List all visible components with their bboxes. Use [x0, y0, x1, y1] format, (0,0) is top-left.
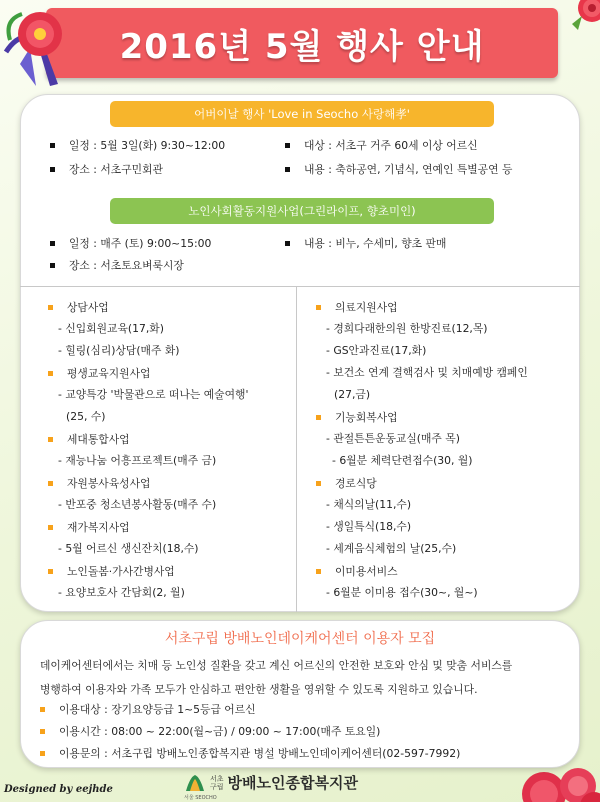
program-title: 기능회복사업 [316, 410, 398, 425]
section2-left-item: 일정 : 매주 (토) 9:00~15:00 [50, 236, 211, 251]
bullet-square-orange [316, 415, 321, 420]
program-item: - 세계음식체험의 날(25,수) [326, 542, 457, 555]
bullet-square [285, 143, 290, 148]
program-item: - 5월 어르신 생신잔치(18,수) [58, 542, 199, 555]
ribbon-flower-icon [0, 0, 78, 90]
bullet-square [50, 167, 55, 172]
logo-caption: 서울 SEOCHO [184, 795, 217, 801]
program-item: - 관절튼튼운동교실(매주 목) [326, 432, 460, 445]
bullet-square-orange [48, 437, 53, 442]
divider [20, 286, 580, 287]
program-item: - 6월분 체력단련접수(30, 월) [332, 454, 473, 467]
program-item: - 교양특강 '박물관으로 떠나는 예술여행' [58, 388, 249, 401]
section2-left-item: 장소 : 서초토요벼룩시장 [50, 258, 184, 273]
organization-logo [184, 772, 358, 793]
program-title: 상담사업 [48, 300, 109, 315]
section-heading-senior-activity: 노인사회활동지원사업(그린라이프, 향초미인) [110, 198, 494, 224]
bullet-square-orange [48, 525, 53, 530]
program-title: 재가복지사업 [48, 520, 130, 535]
recruit-bullet: 이용문의 : 서초구립 방배노인종합복지관 병설 방배노인데이케어센터(02-597-7992) [40, 746, 460, 761]
program-title: 자원봉사육성사업 [48, 476, 150, 491]
flower-decoration-top-right [566, 0, 600, 34]
program-item: - 생일특식(18,수) [326, 520, 412, 533]
section1-left-item: 일정 : 5월 3일(화) 9:30~12:00 [50, 138, 225, 153]
bullet-square-orange [316, 481, 321, 486]
designer-credit: Designed by eejhde [4, 784, 113, 795]
logo-small-text: 구립 [210, 782, 224, 791]
bullet-square-orange [48, 569, 53, 574]
bullet-square [285, 167, 290, 172]
section1-right-item: 내용 : 축하공연, 기념식, 연예인 특별공연 등 [285, 162, 512, 177]
bullet-square-orange [48, 481, 53, 486]
section-heading-parents-day: 어버이날 행사 'Love in Seocho 사랑해孝' [110, 101, 494, 127]
section1-left-item: 장소 : 서초구민회관 [50, 162, 163, 177]
program-item: - 반포중 청소년봉사활동(매주 수) [58, 498, 217, 511]
program-title: 경로식당 [316, 476, 377, 491]
section2-right-item: 내용 : 비누, 수세미, 향초 판매 [285, 236, 446, 251]
page-title: 2016년 5월 행사 안내 [119, 26, 485, 67]
program-item: - 보건소 연계 결핵검사 및 치매예방 캠페인 [326, 366, 528, 379]
section1-right-item: 대상 : 서초구 거주 60세 이상 어르신 [285, 138, 478, 153]
logo-small-text: 서초 [210, 774, 224, 783]
program-item: - 채식의날(11,수) [326, 498, 412, 511]
program-item: - 신입회원교육(17,화) [58, 322, 164, 335]
bullet-square [50, 143, 55, 148]
recruit-paragraph: 데이케어센터에서는 치매 등 노인성 질환을 갖고 계신 어르신의 안전한 보호와 안심 및 맞춤 서비스를 [40, 659, 513, 672]
program-item: (25, 수) [66, 410, 106, 423]
program-item: - 요양보호사 간담회(2, 월) [58, 586, 185, 599]
program-title: 평생교육지원사업 [48, 366, 150, 381]
program-title: 의료지원사업 [316, 300, 398, 315]
organization-name: 방배노인종합복지관 [227, 774, 358, 792]
recruit-bullet: 이용시간 : 08:00 ~ 22:00(월~금) / 09:00 ~ 17:00(매주 토요일) [40, 724, 380, 739]
recruit-bullet: 이용대상 : 장기요양등급 1~5등급 어르신 [40, 702, 256, 717]
bullet-square-orange [48, 305, 53, 310]
column-divider [296, 286, 297, 612]
bullet-square-orange [40, 707, 45, 712]
bullet-square [50, 241, 55, 246]
program-item: - 힐링(심리)상담(매주 화) [58, 344, 180, 357]
bullet-square-orange [316, 305, 321, 310]
program-item: (27,금) [334, 388, 371, 401]
program-item: - 경희다래한의원 한방진료(12,목) [326, 322, 488, 335]
program-title: 이미용서비스 [316, 564, 398, 579]
program-title: 노인돌봄·가사간병사업 [48, 564, 175, 579]
bullet-square [50, 263, 55, 268]
bullet-square-orange [48, 371, 53, 376]
bullet-square-orange [40, 751, 45, 756]
program-title: 세대통합사업 [48, 432, 130, 447]
bullet-square-orange [316, 569, 321, 574]
bullet-square-orange [40, 729, 45, 734]
recruit-title: 서초구립 방배노인데이케어센터 이용자 모집 [164, 631, 436, 647]
program-item: - GS안과진료(17,화) [326, 344, 427, 357]
program-item: - 6월분 이미용 접수(30~, 월~) [326, 586, 478, 599]
recruit-paragraph: 병행하여 이용자와 가족 모두가 안심하고 편안한 생활을 영위할 수 있도록 지원하고 있습니다. [40, 683, 478, 696]
logo-mark-icon [184, 773, 206, 793]
bullet-square [285, 241, 290, 246]
program-item: - 재능나눔 어흥프로젝트(매주 금) [58, 454, 217, 467]
